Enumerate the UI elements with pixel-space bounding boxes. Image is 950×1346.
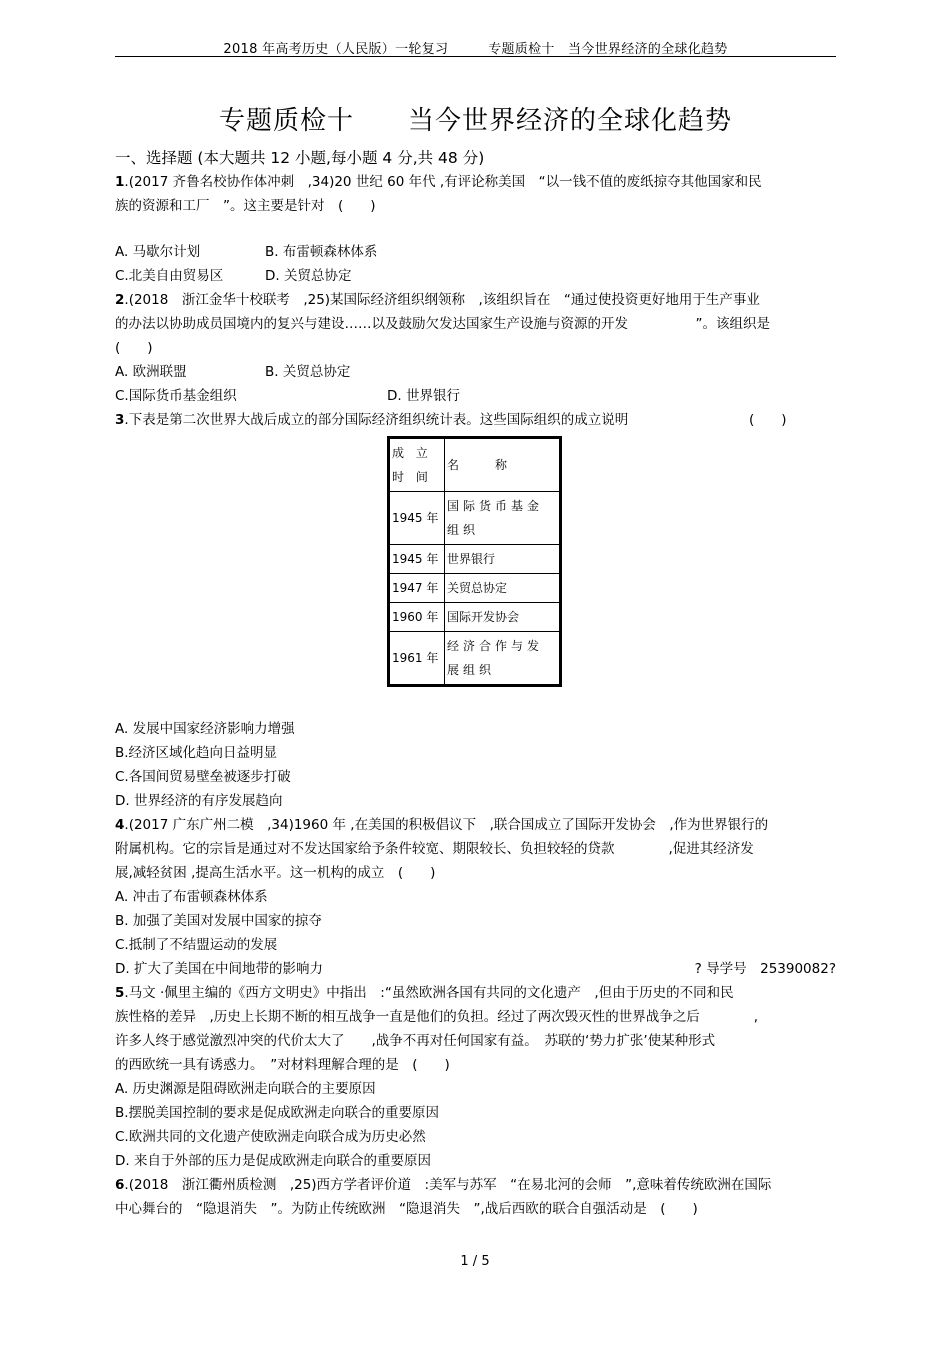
- table-cell-name: 国际开发协会: [445, 603, 561, 632]
- q1-option-b[interactable]: B. 布雷顿森林体系: [265, 244, 378, 260]
- q6-number: 6: [115, 1177, 125, 1193]
- table-header-name: 名 称: [445, 438, 561, 492]
- q4-option-c[interactable]: C.抵制了不结盟运动的发展: [115, 937, 278, 953]
- running-header: 2018 年高考历史（人民版）一轮复习 专题质检十 当今世界经济的全球化趋势: [223, 42, 728, 57]
- q1-option-a[interactable]: A. 马歇尔计划: [115, 244, 201, 260]
- q3-option-b[interactable]: B.经济区域化趋向日益明显: [115, 745, 278, 761]
- table-row: [389, 632, 561, 686]
- q6-line-2: 中心舞台的 “隐退消失 ”。为防止传统欧洲 “隐退消失 ”,战后西欧的联合自强活动是 ( ): [115, 1201, 698, 1217]
- q2-option-a[interactable]: A. 欧洲联盟: [115, 364, 187, 380]
- table-cell-year: 1945 年: [389, 545, 445, 574]
- q1-number: 1: [115, 174, 125, 190]
- q5-option-c[interactable]: C.欧洲共同的文化遗产使欧洲走向联合成为历史必然: [115, 1129, 426, 1145]
- q1-text: .(2017 齐鲁名校协作体冲刺 ,34)20 世纪 60 年代 ,有评论称美国 “以一钱不值的废纸掠夺其他国家和民: [124, 174, 762, 190]
- table-cell-year: 1945 年: [389, 492, 445, 545]
- table-row: [389, 492, 561, 545]
- table-cell-name: 世界银行: [445, 545, 561, 574]
- q5-option-a[interactable]: A. 历史渊源是阻碍欧洲走向联合的主要原因: [115, 1081, 376, 1097]
- q2-line-3: ( ): [115, 340, 153, 356]
- q2-line-2: 的办法以协助成员国境内的复兴与建设……以及鼓励欠发达国家生产设施与资源的开发 ”。该组织是: [115, 316, 770, 332]
- guide-number: ? 导学号 25390082?: [694, 961, 836, 977]
- organizations-table: [387, 436, 562, 687]
- q5-line-2: 族性格的差异 ,历史上长期不断的相互战争一直是他们的负担。经过了两次毁灭性的世界战争之后 ,: [115, 1009, 759, 1025]
- q4-option-a[interactable]: A. 冲击了布雷顿森林体系: [115, 889, 268, 905]
- page-title: 专题质检十 当今世界经济的全球化趋势: [218, 106, 732, 136]
- q5-text: .马文 ·佩里主编的《西方文明史》中指出 :“虽然欧洲各国有共同的文化遗产 ,但由于历史的不同和民: [124, 985, 734, 1001]
- q2-option-c[interactable]: C.国际货币基金组织: [115, 388, 237, 404]
- q2-text: .(2018 浙江金华十校联考 ,25)某国际经济组织纲领称 ,该组织旨在 “通过使投资更好地用于生产事业: [124, 292, 760, 308]
- q5-number: 5: [115, 985, 125, 1001]
- q2-line-1: [115, 288, 836, 312]
- q2-number: 2: [115, 292, 125, 308]
- table-cell-year: 1947 年: [389, 574, 445, 603]
- q3-line-1: [115, 408, 836, 432]
- q3-option-c[interactable]: C.各国间贸易壁垒被逐步打破: [115, 769, 291, 785]
- q4-line-3: 展,减轻贫困 ,提高生活水平。这一机构的成立 ( ): [115, 865, 436, 881]
- table-cell-year: 1961 年: [389, 632, 445, 686]
- q5-line-3: 许多人终于感觉激烈冲突的代价太大了 ,战争不再对任何国家有益。 苏联的‘势力扩张’使某种形式: [115, 1033, 716, 1049]
- q2-option-b[interactable]: B. 关贸总协定: [265, 364, 351, 380]
- q2-option-d[interactable]: D. 世界银行: [387, 388, 460, 404]
- q3-option-a[interactable]: A. 发展中国家经济影响力增强: [115, 721, 295, 737]
- q4-option-d[interactable]: D. 扩大了美国在中间地带的影响力: [115, 961, 323, 977]
- q5-option-d[interactable]: D. 来自于外部的压力是促成欧洲走向联合的重要原因: [115, 1153, 431, 1169]
- q4-text: .(2017 广东广州二模 ,34)1960 年 ,在美国的积极倡议下 ,联合国成立了国际开发协会 ,作为世界银行的: [124, 817, 769, 833]
- table-row: [389, 603, 561, 632]
- q5-line-1: [115, 981, 836, 1005]
- q4-line-2: 附属机构。它的宗旨是通过对不发达国家给予条件较宽、期限较长、负担较轻的贷款 ,促进其经济发: [115, 841, 754, 857]
- table-row: [389, 545, 561, 574]
- q3-number: 3: [115, 412, 125, 428]
- table-cell-name: 国际货币基金组织: [445, 492, 561, 545]
- q1-option-d[interactable]: D. 关贸总协定: [265, 268, 352, 284]
- q4-line-1: [115, 813, 836, 837]
- q6-line-1: [115, 1173, 836, 1197]
- q5-line-4: 的西欧统一具有诱惑力。 ”对材料理解合理的是 ( ): [115, 1057, 450, 1073]
- table-cell-name: 关贸总协定: [445, 574, 561, 603]
- q4-option-d-row: [115, 957, 836, 981]
- q1-option-c[interactable]: C.北美自由贸易区: [115, 268, 224, 284]
- section-heading: 一、选择题 (本大题共 12 小题,每小题 4 分,共 48 分): [115, 149, 485, 167]
- q1-options-row-2: [115, 264, 836, 288]
- q3-text: .下表是第二次世界大战后成立的部分国际经济组织统计表。这些国际组织的成立说明: [124, 412, 629, 428]
- table-cell-year: 1960 年: [389, 603, 445, 632]
- document-body: [115, 170, 836, 1221]
- q5-option-b[interactable]: B.摆脱美国控制的要求是促成欧洲走向联合的重要原因: [115, 1105, 440, 1121]
- q2-options-row-1: [115, 360, 836, 384]
- table-header-row: [389, 438, 561, 492]
- table-row: [389, 574, 561, 603]
- q4-number: 4: [115, 817, 125, 833]
- q1-line-1: [115, 170, 836, 194]
- q3-option-d[interactable]: D. 世界经济的有序发展趋向: [115, 793, 283, 809]
- q2-options-row-2: [115, 384, 836, 408]
- page-number: 1 / 5: [460, 1254, 490, 1269]
- table-header-time: 成 立 时 间: [389, 438, 445, 492]
- q1-line-2: 族的资源和工厂 ”。这主要是针对 ( ): [115, 198, 376, 214]
- q1-options-row-1: [115, 240, 836, 264]
- table-cell-name: 经济合作与发展组织: [445, 632, 561, 686]
- q6-text: .(2018 浙江衢州质检测 ,25)西方学者评价道 :美军与苏军 “在易北河的会师 ”,意味着传统欧洲在国际: [124, 1177, 772, 1193]
- q3-answer-paren: ( ): [749, 412, 787, 428]
- q4-option-b[interactable]: B. 加强了美国对发展中国家的掠夺: [115, 913, 322, 929]
- header-rule: [115, 56, 836, 57]
